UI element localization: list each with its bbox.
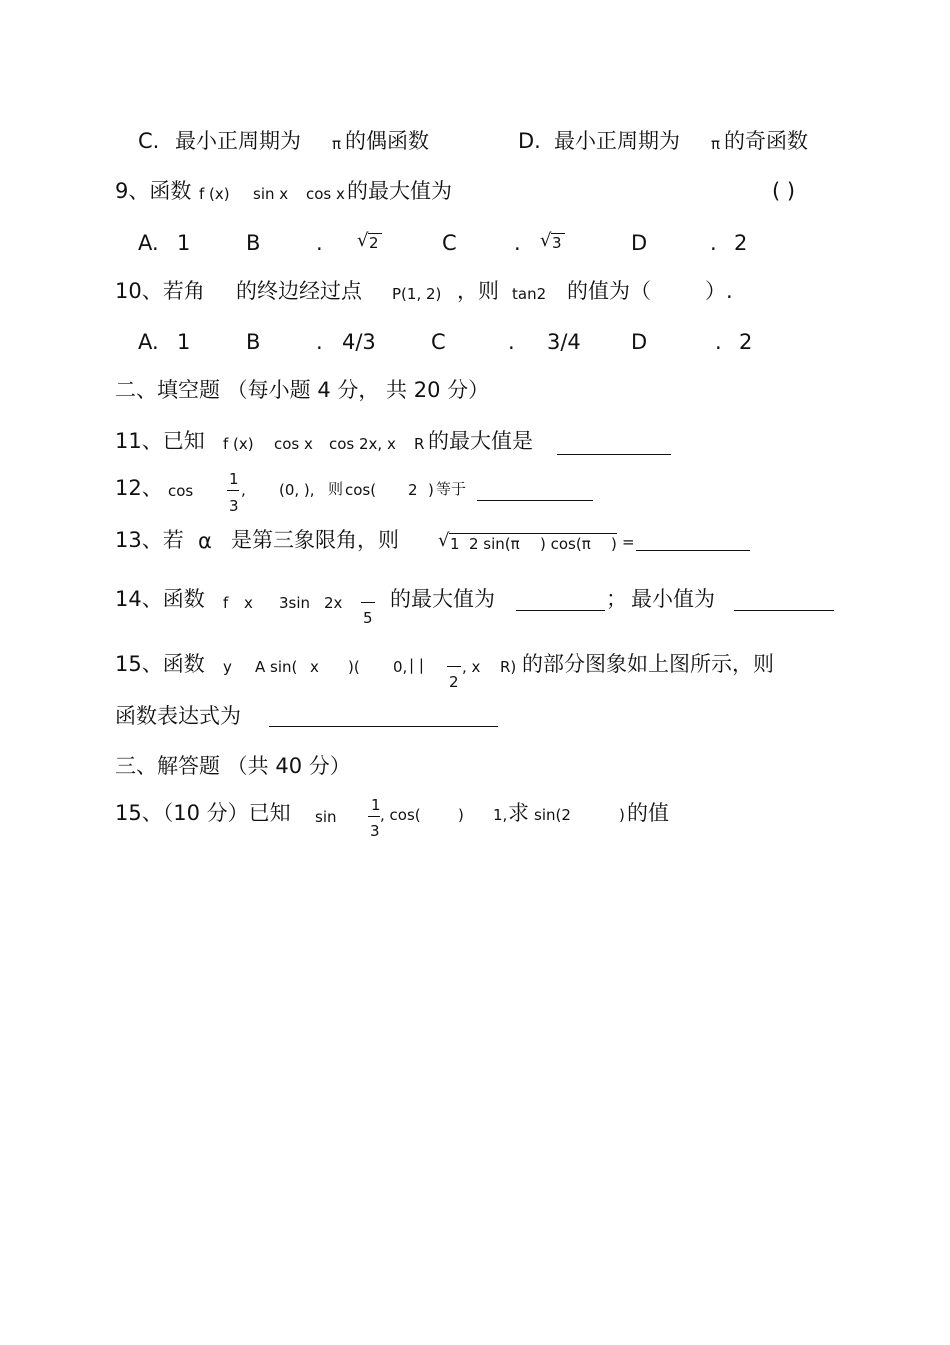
q10-option-b-value: 4/3: [342, 330, 376, 354]
q9-fx: f (x): [199, 185, 230, 203]
q10-tail: 的值为（: [567, 279, 651, 303]
q10-option-b-label: B: [246, 330, 261, 354]
q13-eq: =: [622, 533, 635, 551]
q9-option-c-dot: .: [514, 231, 521, 255]
q12-cos2: cos(: [345, 481, 377, 499]
q14-number: 14、函数: [115, 587, 205, 611]
q9-option-d-value: 2: [734, 231, 748, 255]
q9-answer-paren: ( ): [772, 179, 796, 203]
fraction-bar: [361, 602, 375, 603]
q10-point: P(1, 2): [392, 285, 442, 303]
q14-tail: 的最大值为: [390, 587, 495, 611]
q12-two: 2: [408, 481, 418, 499]
q9-option-b-label: B: [246, 231, 261, 255]
option-c-text: 最小正周期为: [175, 129, 301, 153]
section-2-heading: 二、填空题 （每小题 4 分， 共 20 分）: [115, 378, 490, 402]
q14-max-blank[interactable]: [516, 610, 605, 611]
q10-option-d-label: D: [631, 330, 648, 354]
q9-option-a-value: 1: [177, 231, 191, 255]
q15-xr: , x: [462, 658, 481, 676]
q16-paren: ): [458, 806, 464, 824]
q10-option-c-label: C: [431, 330, 446, 354]
q16-frac-top: 1: [371, 796, 381, 814]
q15-frac-bottom: 2: [449, 673, 459, 691]
q13-expr1: 2 sin(π: [469, 535, 520, 553]
q16-end: ): [619, 806, 625, 824]
q16-frac-bottom: 3: [370, 822, 380, 840]
q14-3sin: 3sin: [279, 594, 311, 612]
q15-paren: )(: [348, 658, 360, 676]
q12-ze: 则: [328, 480, 344, 498]
q14-2x: 2x: [324, 594, 343, 612]
option-d-tail: 的奇函数: [724, 129, 808, 153]
option-c-label: C.: [138, 129, 160, 153]
option-c-tail: 的偶函数: [345, 129, 429, 153]
fraction-bar: [447, 666, 461, 667]
q9-option-b-dot: .: [316, 231, 323, 255]
q14-min-blank[interactable]: [734, 610, 834, 611]
q12-interval: (0, ),: [279, 481, 315, 499]
q10-option-c-dot: .: [508, 330, 515, 354]
q12-end: ): [428, 481, 434, 499]
q11-tail: 的最大值是: [428, 429, 533, 453]
q12-number: 12、: [115, 476, 163, 500]
q16-number: 15、（10 分）已知: [115, 801, 291, 825]
q12-answer-blank[interactable]: [477, 500, 593, 501]
option-d-label: D.: [518, 129, 541, 153]
q10-tan: tan2: [512, 285, 547, 303]
q11-cosx: cos x: [274, 435, 313, 453]
sqrt-icon: √: [540, 230, 552, 251]
q13-alpha: α: [198, 529, 212, 553]
fraction-bar: [368, 816, 380, 817]
q16-cos: , cos(: [380, 806, 421, 824]
q9-option-d-dot: .: [710, 231, 717, 255]
q12-cos: cos: [168, 482, 194, 500]
q15-R: R): [500, 658, 517, 676]
q15-y: y: [223, 658, 232, 676]
q13-expr2: ) cos(π: [540, 535, 591, 553]
fraction-bar: [227, 490, 239, 491]
q10-mid: 的终边经过点: [236, 279, 362, 303]
q14-frac-bottom: 5: [363, 609, 373, 627]
q14-sep: ；: [606, 587, 627, 611]
q16-sin: sin: [315, 808, 337, 826]
sqrt-icon: √: [357, 230, 369, 251]
q15-line2: 函数表达式为: [115, 704, 241, 728]
q15-x: x: [310, 658, 319, 676]
q16-one: 1,: [493, 806, 508, 824]
q9-option-c-value: 3: [552, 234, 562, 252]
q11-number: 11、已知: [115, 429, 205, 453]
q12-dengyu: 等于: [436, 480, 467, 498]
q13-number: 13、若: [115, 528, 184, 552]
q13-one: 1: [450, 535, 460, 553]
q11-fx: f (x): [223, 435, 254, 453]
q10-option-a-label: A.: [138, 330, 159, 354]
q10-option-a-value: 1: [177, 330, 191, 354]
q14-min: 最小值为: [631, 587, 715, 611]
q15-tail: 的部分图象如上图所示，则: [522, 652, 774, 676]
sqrt-icon: √: [438, 530, 450, 551]
option-d-pi: π: [711, 135, 721, 153]
q13-expr3: ): [611, 535, 617, 553]
q10-option-c-value: 3/4: [547, 330, 581, 354]
q15-answer-blank[interactable]: [269, 726, 498, 727]
q9-cosx: cos x: [306, 185, 345, 203]
q11-R: R: [414, 435, 425, 453]
sqrt-bar: [449, 533, 617, 534]
option-c-pi: π: [332, 135, 342, 153]
q15-number: 15、函数: [115, 652, 205, 676]
q10-option-d-dot: .: [715, 330, 722, 354]
q15-zero: 0,: [393, 658, 408, 676]
q10-end: ）.: [705, 279, 733, 303]
q14-f: f: [223, 594, 229, 612]
option-d-text: 最小正周期为: [554, 129, 680, 153]
q13-mid: 是第三象限角，则: [231, 528, 399, 552]
q15-abs-bars: | |: [409, 656, 424, 674]
q16-sin2: sin(2: [534, 806, 571, 824]
q12-frac-bottom: 3: [229, 497, 239, 515]
q16-qiu: 求: [508, 801, 529, 825]
q10-then: ，则: [457, 279, 499, 303]
q9-option-a-label: A.: [138, 231, 159, 255]
q9-sinx: sin x: [253, 185, 289, 203]
q11-cos2x: cos 2x, x: [329, 435, 396, 453]
q11-answer-blank[interactable]: [557, 454, 671, 455]
q10-option-b-dot: .: [316, 330, 323, 354]
section-3-heading: 三、解答题 （共 40 分）: [115, 754, 351, 778]
q14-x: x: [244, 594, 253, 612]
q9-tail: 的最大值为: [347, 179, 452, 203]
q12-comma: ,: [241, 481, 246, 499]
q10-number: 10、若角: [115, 279, 205, 303]
q16-tail: 的值: [627, 801, 669, 825]
q9-option-c-label: C: [442, 231, 457, 255]
q13-answer-blank[interactable]: [636, 550, 750, 551]
q9-option-b-value: 2: [369, 234, 379, 252]
q9-option-d-label: D: [631, 231, 648, 255]
q15-asin: A sin(: [255, 658, 298, 676]
q9-number: 9、函数: [115, 179, 192, 203]
q12-frac-top: 1: [229, 470, 239, 488]
q10-option-d-value: 2: [739, 330, 753, 354]
